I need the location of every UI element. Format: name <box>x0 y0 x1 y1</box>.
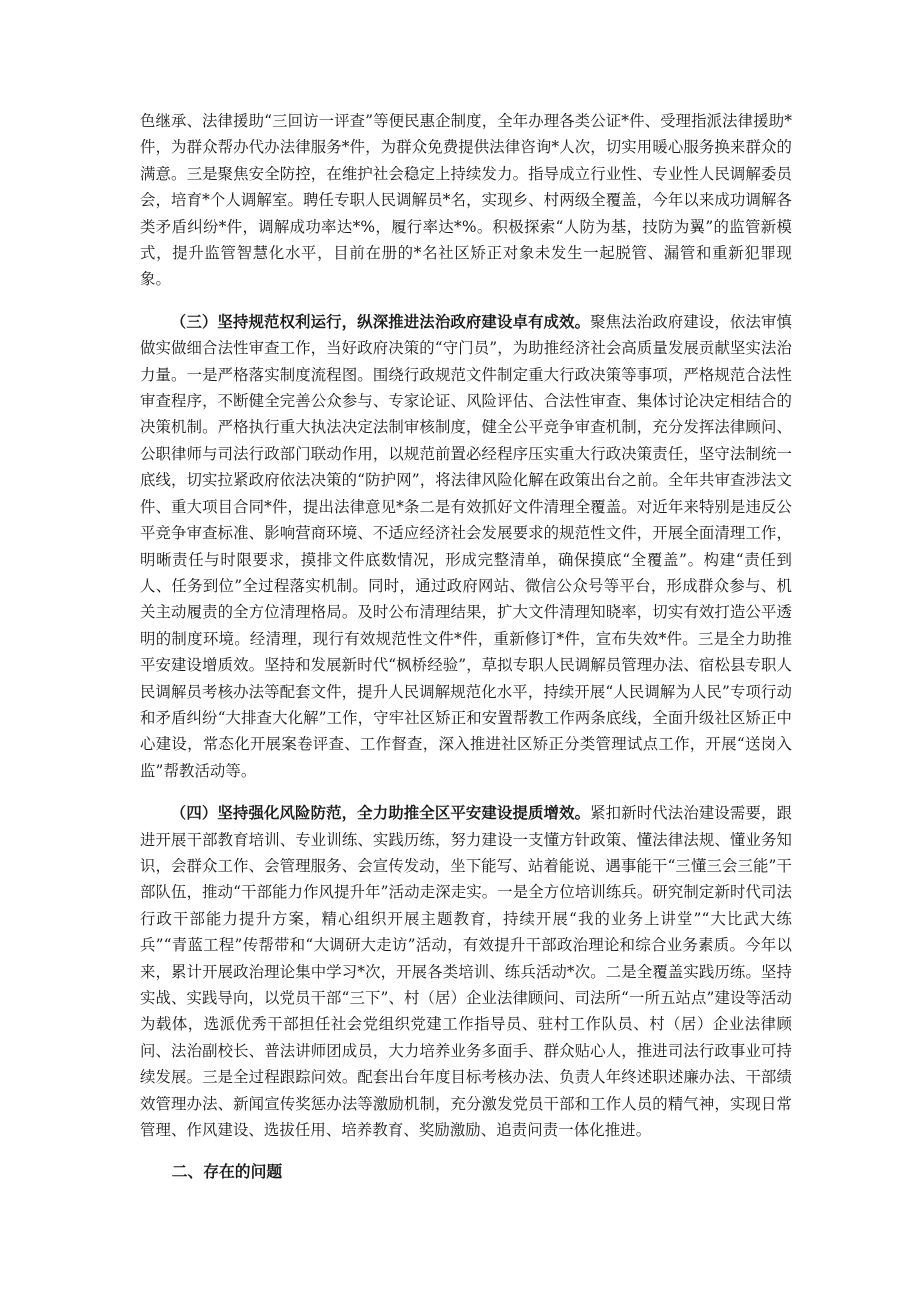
section-3-lead: （三）坚持规范权利运行，纵深推进法治政府建设卓有成效。 <box>170 312 591 331</box>
section-heading-problems: 二、存在的问题 <box>171 1162 283 1182</box>
paragraph-section-4 <box>140 800 792 1143</box>
document-page <box>140 108 792 1185</box>
section-4-body: 紧扣新时代法治建设需要，跟进开展干部教育培训、专业训练、实践历练，努力建设一支懂方针政策、懂法律法规、懂业务知识，会群众工作、会管理服务、会宣传发动，坐下能写、站着能说、遇事能干“三懂三会三能”干部队伍，推动“干部能力作风提升年”活动走深走实。一是全方位培训练兵。研究制定新时代司法行政干部能力提升方案，精心组织开展主题教育，持续开展“我的业务上讲堂”“大比武大练兵”“青蓝工程”传帮带和“大调研大走访”活动，有效提升干部政治理论和综合业务素质。今年以来，累计开展政治理论集中学习*次，开展各类培训、练兵活动*次。二是全覆盖实践历练。坚持实战、实践导向，以党员干部“三下”、村（居）企业法律顾问、司法所“一所五站点”建设等活动为载体，选派优秀干部担任社会党组织党建工作指导员、驻村工作队员、村（居）企业法律顾问、法治副校长、普法讲师团成员，大力培养业务多面手、群众贴心人，推进司法行政事业可持续发展。三是全过程跟踪问效。配套出台年度目标考核办法、负责人年终述职述廉办法、干部绩效管理办法、新闻宣传奖惩办法等激励机制，充分激发党员干部和工作人员的精气神，实现日常管理、作风建设、选拔任用、培养教育、奖励激励、追责问责一体化推进。 <box>140 804 792 1140</box>
section-4-lead: （四）坚持强化风险防范，全力助推全区平安建设提质增效。 <box>170 804 591 823</box>
paragraph-section-3 <box>140 309 792 784</box>
paragraph-continuation: 色继承、法律援助“三回访一评查”等便民惠企制度，全年办理各类公证*件、受理指派法律援助*件，为群众帮办代办法律服务*件，为群众免费提供法律咨询*人次，切实用暖心服务换来群众的满意。三是聚焦安全防控，在维护社会稳定上持续发力。指导成立行业性、专业性人民调解委员会，培育*个人调解室。聘任专职人民调解员*名，实现乡、村两级全覆盖，今年以来成功调解各类矛盾纠纷*件，调解成功率达*%，履行率达*%。积极探索“人防为基，技防为翼”的监管新模式，提升监管智慧化水平，目前在册的*名社区矫正对象未发生一起脱管、漏管和重新犯罪现象。 <box>140 112 792 289</box>
section-3-body: 聚焦法治政府建设，依法审慎做实做细合法性审查工作，当好政府决策的“守门员”，为助推经济社会高质量发展贡献坚实法治力量。一是严格落实制度流程图。围绕行政规范文件制定重大行政决策等事项，严格规范合法性审查程序，不断健全完善公众参与、专家论证、风险评估、合法性审查、集体讨论决定相结合的决策机制。严格执行重大执法决定法制审核制度，健全公平竞争审查机制，充分发挥法律顾问、公职律师与司法行政部门联动作用，以规范前置必经程序压实重大行政决策责任，坚守法制统一底线，切实拉紧政府依法决策的“防护网”，将法律风险化解在政策出台之前。全年共审查涉法文件、重大项目合同*件，提出法律意见*条二是有效抓好文件清理全覆盖。对近年来特别是违反公平竞争审查标准、影响营商环境、不适应经济社会发展要求的规范性文件，开展全面清理工作，明晰责任与时限要求，摸排文件底数情况，形成完整清单，确保摸底“全覆盖”。构建“责任到人、任务到位”全过程落实机制。同时，通过政府网站、微信公众号等平台，形成群众参与、机关主动履责的全方位清理格局。及时公布清理结果，扩大文件清理知晓率，切实有效打造公平透明的制度环境。经清理，现行有效规范性文件*件，重新修订*件，宣布失效*件。三是全力助推平安建设增质效。坚持和发展新时代“枫桥经验”，草拟专职人民调解员管理办法、宿松县专职人民调解员考核办法等配套文件，提升人民调解规范化水平，持续开展“人民调解为人民”专项行动和矛盾纠纷“大排查大化解”工作，守牢社区矫正和安置帮教工作两条底线，全面升级社区矫正中心建设，常态化开展案卷评查、工作督查，深入推进社区矫正分类管理试点工作，开展“送岗入监”帮教活动等。 <box>140 312 792 780</box>
